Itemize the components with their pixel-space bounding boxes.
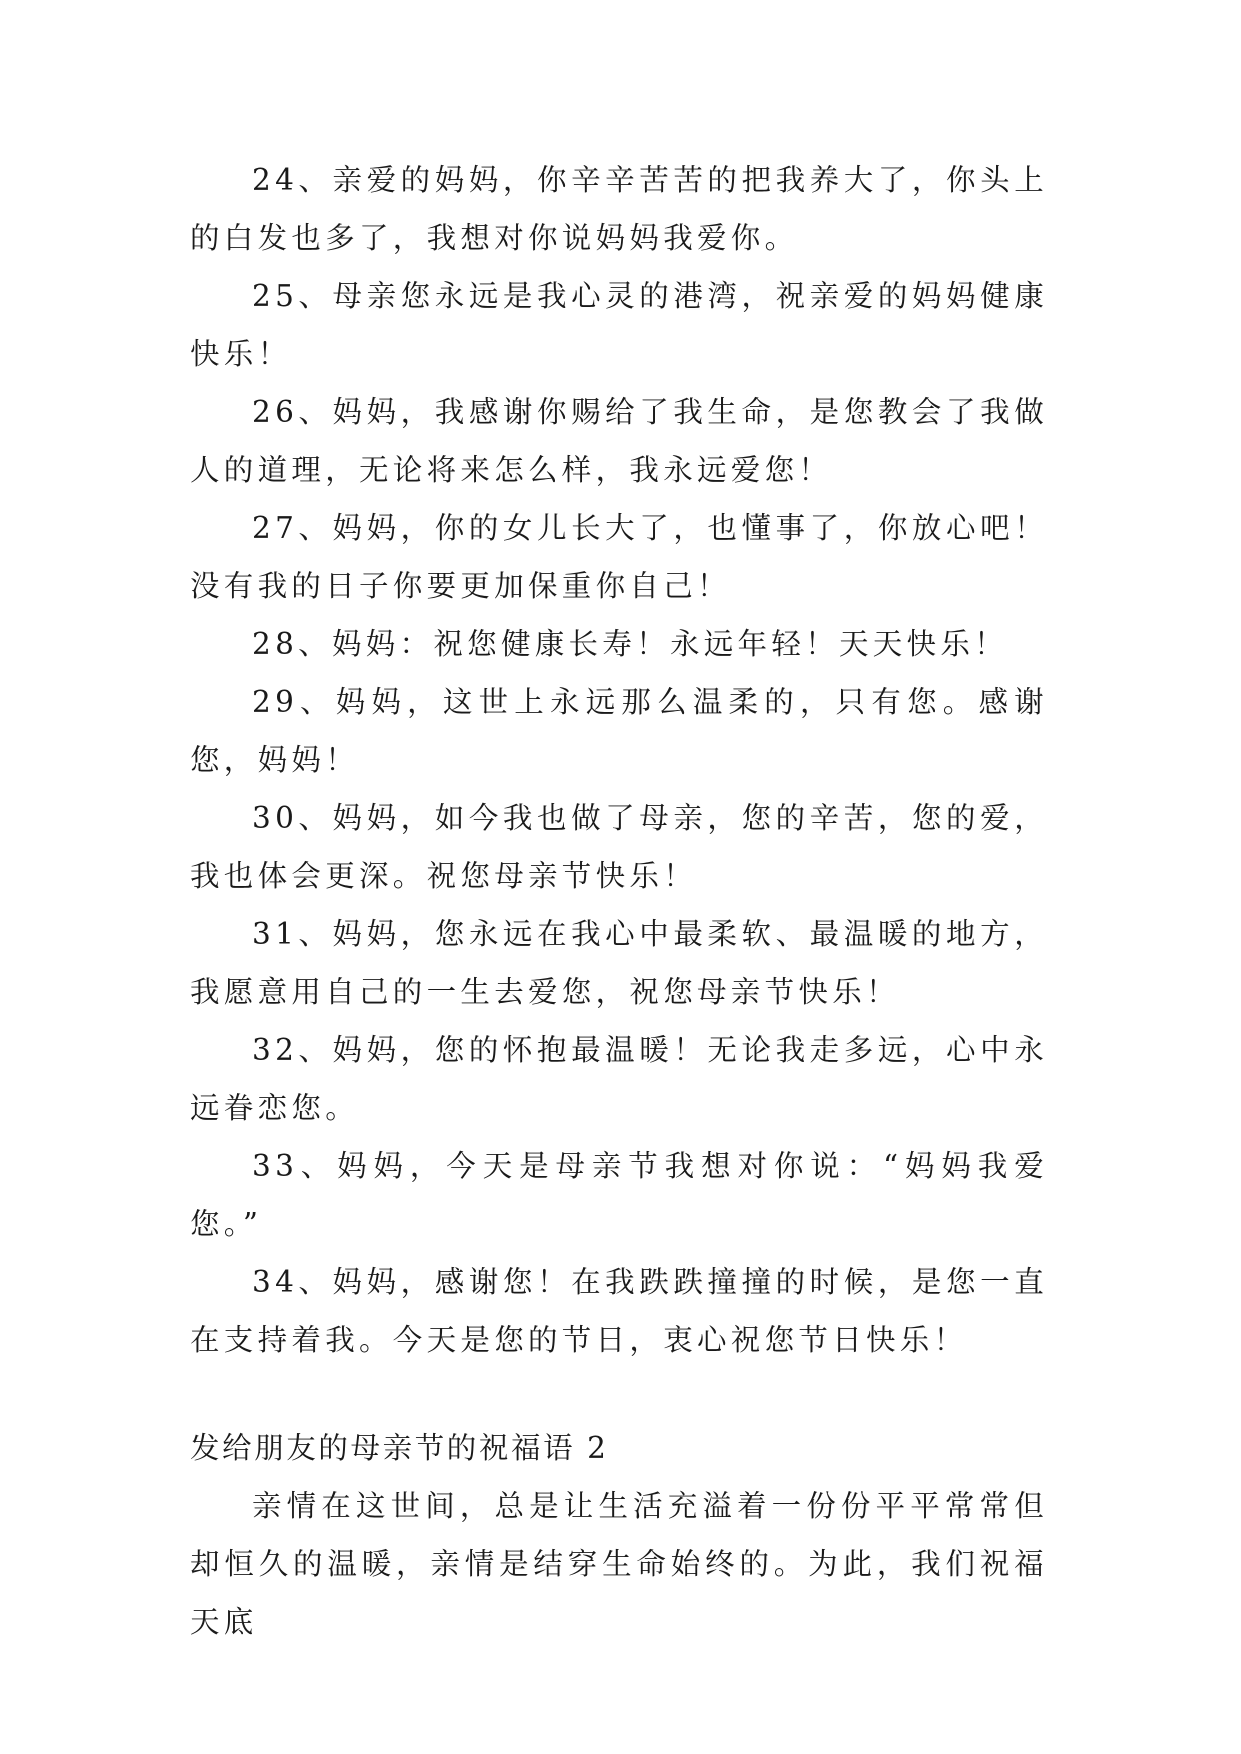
section-heading: 发给朋友的母亲节的祝福语 2 <box>190 1431 609 1465</box>
paragraph-31: 31、妈妈，您永远在我心中最柔软、最温暖的地方，我愿意用自己的一生去爱您，祝您母亲节快乐！ <box>190 917 1048 1009</box>
paragraph-34: 34、妈妈，感谢您！在我跌跌撞撞的时候，是您一直在支持着我。今天是您的节日，衷心祝您节日快乐！ <box>190 1265 1048 1357</box>
paragraph-30: 30、妈妈，如今我也做了母亲，您的辛苦，您的爱，我也体会更深。祝您母亲节快乐！ <box>190 801 1048 893</box>
paragraph-24: 24、亲爱的妈妈，你辛辛苦苦的把我养大了，你头上的白发也多了，我想对你说妈妈我爱你。 <box>190 163 1048 255</box>
document-body <box>190 151 1048 1651</box>
paragraph-29: 29、妈妈，这世上永远那么温柔的，只有您。感谢您，妈妈！ <box>190 685 1048 777</box>
paragraph-25: 25、母亲您永远是我心灵的港湾，祝亲爱的妈妈健康快乐！ <box>190 279 1048 371</box>
paragraph-32: 32、妈妈，您的怀抱最温暖！无论我走多远，心中永远眷恋您。 <box>190 1033 1048 1125</box>
paragraph-26: 26、妈妈，我感谢你赐给了我生命，是您教会了我做人的道理，无论将来怎么样，我永远爱您！ <box>190 395 1048 487</box>
paragraph-28: 28、妈妈：祝您健康长寿！永远年轻！天天快乐！ <box>252 627 1008 661</box>
paragraph-33: 33、妈妈，今天是母亲节我想对你说：“妈妈我爱您。” <box>190 1149 1048 1241</box>
paragraph-27: 27、妈妈，你的女儿长大了，也懂事了，你放心吧！没有我的日子你要更加保重你自己！ <box>190 511 1048 603</box>
section-paragraph: 亲情在这世间，总是让生活充溢着一份份平平常常但却恒久的温暖，亲情是结穿生命始终的。为此，我们祝福天底 <box>190 1489 1048 1639</box>
